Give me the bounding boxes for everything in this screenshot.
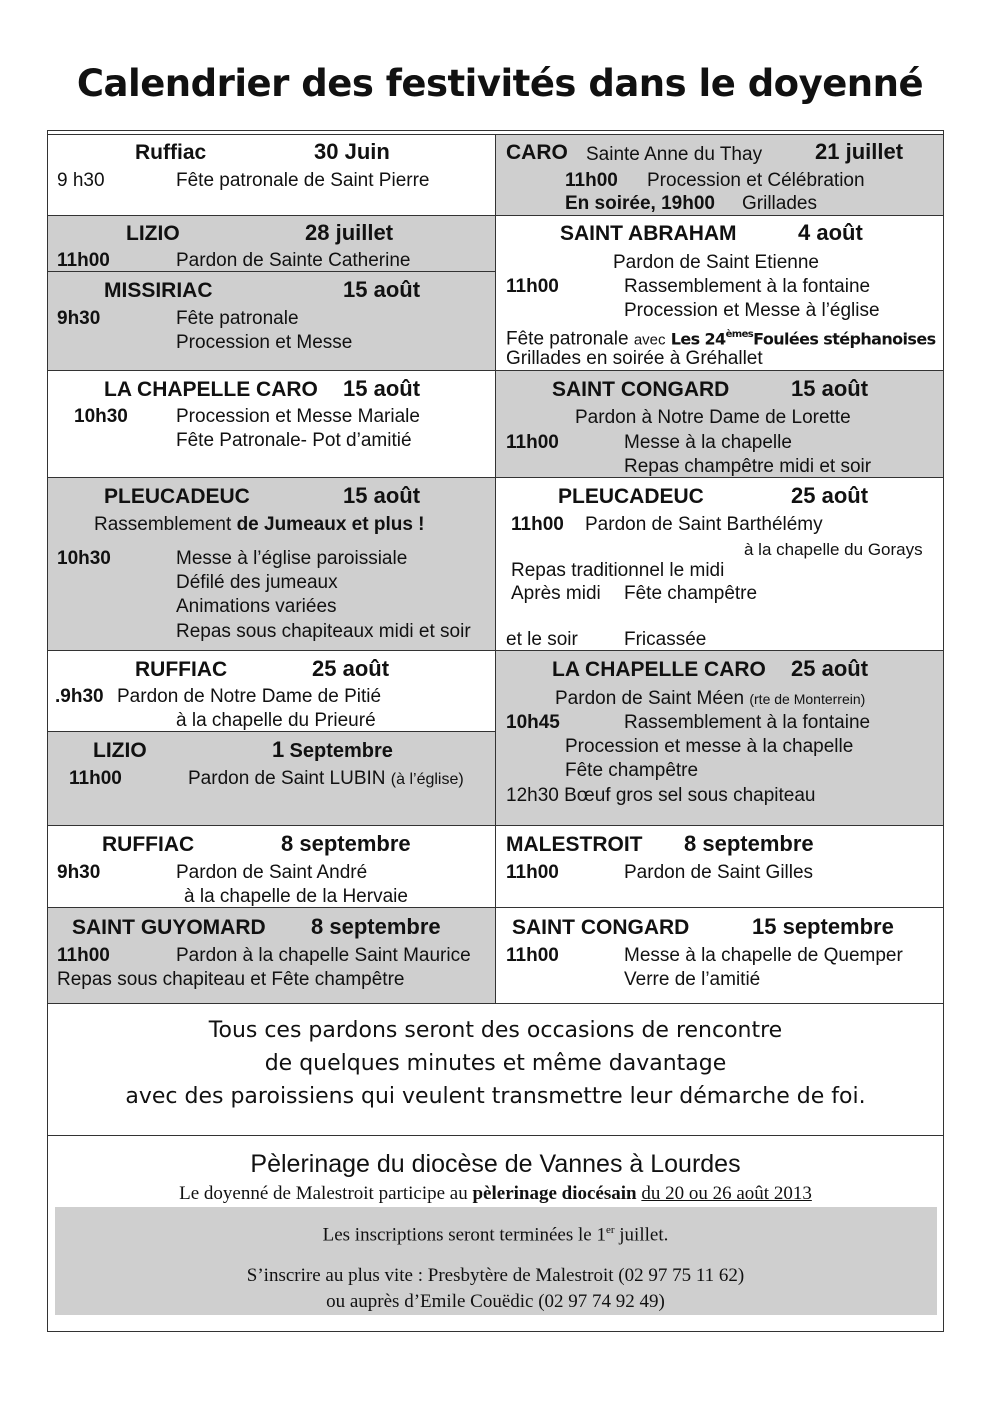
event-desc: Fête patronale [176,308,299,329]
event-date: 28 juillet [305,220,394,245]
event-time: 11h00 [506,276,559,297]
event-place: SAINT ABRAHAM [560,222,737,245]
event-sub: Pardon de Saint Etienne [613,252,819,273]
event-desc: Messe à la chapelle [624,432,792,453]
event-desc: Procession et Célébration [647,170,865,191]
event-date: 25 août [312,656,390,681]
event-date-month: Septembre [289,740,393,762]
event-date: 8 septembre [684,831,814,856]
event-sub-part: Rassemblement [94,514,232,535]
event-desc: Repas sous chapiteaux midi et soir [176,621,471,642]
event-desc: Procession et Messe Mariale [176,406,420,427]
event-desc: Fête champêtre [624,583,758,604]
event-date [272,739,393,763]
divider [47,370,944,371]
event-place: CARO [506,141,568,164]
event-time: 10h30 [57,548,111,569]
event-sub [94,514,425,536]
event-time: 11h00 [565,170,618,191]
event-desc: Repas champêtre midi et soir [624,456,872,477]
event-desc: Grillades [742,193,817,214]
divider [47,650,944,651]
event-time: 10h30 [74,406,128,427]
event-date: 15 août [343,376,421,401]
inscription-sup: er [605,1224,615,1236]
event-time: 9 h30 [57,170,105,191]
event-place: PLEUCADEUC [558,485,704,508]
event-desc: à la chapelle du Prieuré [176,710,376,731]
event-sub-part: Pardon de Saint Méen [555,688,745,709]
page-title: Calendrier des festivités dans le doyenné [76,62,924,105]
event-desc: Pardon à la chapelle Saint Maurice [176,945,471,966]
event-desc: Pardon de Saint Gilles [624,862,814,883]
event-place: Ruffiac [135,141,207,164]
event-time: 9h30 [57,862,101,883]
event-desc: Rassemblement à la fontaine [624,276,871,297]
event-place: PLEUCADEUC [104,485,250,508]
event-time: 11h00 [506,862,559,883]
event-desc: Messe à l’église paroissiale [176,548,408,569]
event-place: MISSIRIAC [104,279,213,302]
event-date: 8 septembre [281,831,411,856]
event-desc: Animations variées [176,596,337,617]
event-desc-part: Fête patronale [506,328,629,350]
event-desc: 12h30 Bœuf gros sel sous chapiteau [506,785,816,806]
event-place: MALESTROIT [506,833,643,856]
event-time: 9h30 [57,308,101,329]
divider [495,134,496,1004]
inscription-contact: S’inscrire au plus vite : Presbytère de Malestroit (02 97 75 11 62) [246,1265,745,1286]
event-desc: Pardon de Saint André [176,862,368,883]
event-desc: Procession et Messe [176,332,353,353]
inscription-text: juillet. [614,1224,669,1246]
lourdes-text: Le doyenné de Malestroit participe au [179,1183,468,1204]
event-desc: Messe à la chapelle de Quemper [624,945,903,966]
event-desc-sup: èmes [725,329,754,340]
event-place: RUFFIAC [135,658,228,681]
event-sub-part: de Jumeaux et plus ! [236,514,425,535]
event-place: LA CHAPELLE CARO [552,658,766,681]
event-sub-part: (rte de Monterrein) [749,691,866,707]
inscription-text: Les inscriptions seront terminées le 1 [322,1224,606,1246]
event-time: 11h00 [511,514,564,535]
event-date: 25 août [791,656,869,681]
lourdes-text: pèlerinage diocésain [472,1183,637,1204]
event-time: 11h00 [57,945,110,966]
event-date: 15 septembre [752,914,894,939]
lourdes-dates: du 20 ou 26 août 2013 [641,1183,812,1204]
event-place: SAINT GUYOMARD [72,916,266,939]
event-desc: Fête patronale de Saint Pierre [176,170,430,191]
divider [47,825,944,826]
event-time: En soirée, 19h00 [565,193,715,214]
inscription-contact: ou auprès d’Emile Couëdic (02 97 74 92 49) [326,1291,665,1312]
event-desc: Verre de l’amitié [624,969,761,990]
event-desc: Pardon de Sainte Catherine [176,250,411,271]
event-date: 21 juillet [815,139,904,164]
event-date: 15 août [343,483,421,508]
event-date: 30 Juin [314,139,390,164]
event-time: 11h00 [69,768,122,789]
message-line: de quelques minutes et même davantage [264,1051,727,1076]
event-time: 11h00 [506,432,559,453]
divider [47,907,944,908]
event-time: .9h30 [55,686,104,707]
event-place: SAINT CONGARD [552,378,730,401]
event-place: RUFFIAC [102,833,195,856]
event-desc: Repas traditionnel le midi [511,560,725,581]
event-desc: Fricassée [624,629,707,650]
event-desc: Fête champêtre [565,760,699,781]
message-line: Tous ces pardons seront des occasions de rencontre [208,1018,783,1043]
event-desc-part: Pardon de Saint LUBIN [188,768,386,789]
event-desc: Procession et Messe à l’église [624,300,880,321]
event-desc: Pardon de Saint Barthélémy [585,514,823,535]
event-desc [188,768,464,791]
event-desc: Procession et messe à la chapelle [565,736,854,757]
event-place: LA CHAPELLE CARO [104,378,318,401]
event-desc-part: Les 24 [670,329,726,349]
event-sub: Pardon à Notre Dame de Lorette [575,407,851,428]
event-date: 25 août [791,483,869,508]
event-desc-part: Foulées stéphanoises [753,329,936,349]
divider [47,215,944,216]
event-date: 15 août [343,277,421,302]
event-date: 4 août [798,220,863,245]
event-place: LIZIO [126,222,180,245]
event-time: 10h45 [506,712,560,733]
lourdes-participation [48,1183,943,1205]
event-desc: Pardon de Notre Dame de Pitié [117,686,382,707]
divider [47,1003,944,1004]
event-time: 11h00 [57,250,110,271]
event-desc: et le soir [506,629,578,650]
inscription-deadline [48,1224,943,1246]
event-desc: Grillades en soirée à Gréhallet [506,348,763,369]
event-desc: Rassemblement à la fontaine [624,712,871,733]
event-desc: Défilé des jumeaux [176,572,338,593]
event-desc-part: (à l’église) [390,771,464,788]
message-line: avec des paroissiens qui veulent transmettre leur démarche de foi. [125,1084,866,1109]
event-date: 15 août [791,376,869,401]
event-place: SAINT CONGARD [512,916,690,939]
event-time: 11h00 [506,945,559,966]
event-sub: Sainte Anne du Thay [586,144,763,165]
event-desc: Repas sous chapiteau et Fête champêtre [57,969,405,990]
event-desc: Fête Patronale- Pot d’amitié [176,430,412,451]
divider [47,1135,944,1136]
event-desc: à la chapelle du Gorays [744,540,923,559]
lourdes-title: Pèlerinage du diocèse de Vannes à Lourdes [250,1150,741,1178]
event-date-day: 1 [272,737,285,762]
event-desc: Après midi [511,583,601,604]
event-date: 8 septembre [311,914,441,939]
event-place: LIZIO [93,739,147,762]
event-desc-part: avec [633,331,666,349]
event-desc: à la chapelle de la Hervaie [184,886,408,907]
event-sub [555,688,865,710]
